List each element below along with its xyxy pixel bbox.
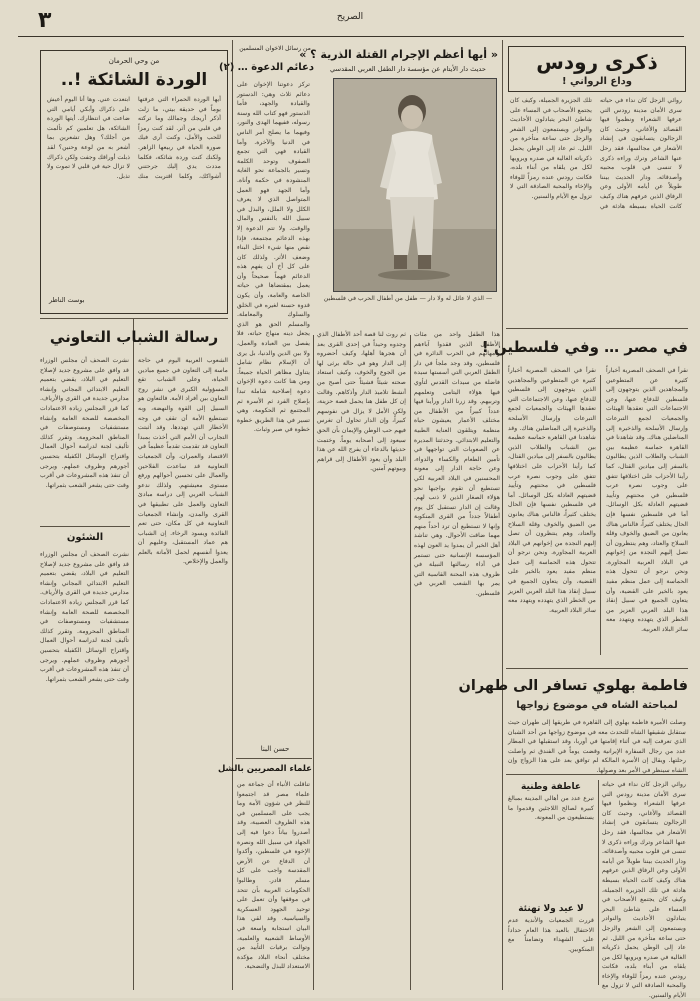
child-photo — [333, 78, 497, 292]
la-eid-title: لا عيد ولا تهنئة — [518, 904, 584, 914]
section-rule — [40, 318, 228, 319]
shuun-title: الشئون — [66, 532, 104, 543]
warda-kicker: من وحي الحرمان — [108, 57, 160, 65]
column-rule — [133, 318, 134, 990]
ikhwan-body: تركز دعوتنا الإخوان على دعائم ثلاث وهي: الدستور والقيادة والجهد، فأما الدستور فهو كتاب الله وسنة رسوله، ففيهما الهدى والنور، وفيهما ما يصلح أمر الناس في الدنيا والآخرة. وأما القيادة فهي التي تجمع الصفوف وتوحد الكلمة وتسير بالجماعة نحو الغاية المنشودة في حكمة وأناة. وأما الجهد فهو العمل المتواصل الذي لا يعرف الكلل ولا الملل، والبذل في سبيل الله بالنفس والمال والوقت. ولا تتم الدعوة إلا بهذه الدعائم مجتمعة، فإذا نقص منها شيء اختل البناء وضعف الأثر. ولذلك كان على كل أخ أن يفهم هذه الدعائم فهماً صحيحاً وأن يعمل بمقتضاها في حياته الخاصة والعامة، وأن يكون قدوة حسنة لغيره في الخلق والسلوك والمعاملة. والمسلم الحق هو الذي يجعل دينه منهاج حياته، فلا يفصل بين العبادة والعمل، ولا بين الدين والدنيا، بل يرى أن الإسلام نظام شامل يتناول مظاهر الحياة جميعاً. ومن هنا كانت دعوة الإخوان دعوة إصلاحية شاملة تبدأ بإصلاح الفرد ثم الأسرة ثم المجتمع ثم الحكومة، وهي تسير في هذا الطريق خطوة خطوة في صبر وثبات. — [237, 81, 310, 434]
page-number: ٣ — [38, 8, 52, 33]
column-rule — [410, 335, 411, 990]
wataniya-title: عاطفة وطنية — [521, 782, 581, 792]
fatima-title: فاطمة بهلوي تسافر الى طهران — [458, 678, 688, 694]
quds-body-cont: ثم روت لنا قصة أحد الأطفال الذي وجدوه وحيداً في إحدى القرى بعد أن هجرها أهلها، وكيف أحضروه إلى الدار وهو في حالة يرثى لها من الجوع والخوف، وكيف استعاد صحته شيئاً فشيئاً حتى أصبح من أنشط تلاميذ الدار وأذكاهم. وقالت إن كل طفل هنا يحمل قصة حزينة، ولكن الأمل لا يزال في نفوسهم كبيراً، وإن الدار تحاول أن تغرس فيهم حب الوطن والإيمان بأن الحق سيعود إلى أصحابه يوماً. وختمت حديثها بالدعاء أن يفرج الله عن هذا البلد وأن يعود الأطفال إلى قراهم وبيوتهم آمنين. — [317, 331, 406, 473]
section-rule — [40, 526, 130, 527]
shuun-body: نشرت الصحف أن مجلس الوزراء قد وافق على مشروع جديد لإصلاح التعليم في البلاد، يقضي بتعميم التعليم الابتدائي المجاني وإنشاء مدارس جديدة في القرى والأرياف. كما قرر المجلس زيادة الاعتمادات المخصصة للصحة العامة وإنشاء مستشفيات ومستوصفات في المناطق المحرومة. وتقرر كذلك تأليف لجنة لدراسة أحوال العمال واقتراح الوسائل الكفيلة بتحسين أجورهم وظروف عملهم. ويرجى أن تنفذ هذه المشروعات في أقرب وقت حتى يشعر الشعب بثمراتها. — [40, 551, 129, 683]
ikhwan-author: حسن البنا — [260, 745, 290, 753]
risala-title: رسالة الشباب التعاوني — [49, 328, 219, 346]
section-rule — [506, 774, 688, 775]
warda-author: بوست الناظر — [49, 296, 85, 304]
zikra-subtitle: وداع الرواني ! — [561, 76, 633, 87]
fatima-box-left — [508, 780, 594, 985]
risala-body-cont: نشرت الصحف أن مجلس الوزراء قد وافق على مشروع جديد لإصلاح التعليم في البلاد، يقضي بتعميم التعليم الابتدائي المجاني وإنشاء مدارس جديدة في القرى والأرياف. كما قرر المجلس زيادة الاعتمادات المخصصة للصحة العامة وإنشاء مستشفيات ومستوصفات في المناطق المحرومة. وتقرر كذلك تأليف لجنة لدراسة أحوال العمال واقتراح الوسائل الكفيلة بتحسين أجورهم وظروف عملهم. ويرجى أن تنفذ هذه المشروعات في أقرب وقت حتى يشعر الشعب بثمراتها. — [40, 357, 129, 489]
ikhwan-title: دعائم الدعوة … (٢) — [219, 62, 314, 73]
ulama-body: تناقلت الأنباء أن جماعة من علماء مصر قد اجتمعوا للنظر في شؤون الأمة وما يجب على المسلمين في هذه الظروف العصيبة، وقد أصدروا بياناً دعوا فيه إلى الجهاد في سبيل الله ونصرة الإخوة في فلسطين، وأكدوا أن الدفاع عن الأرض المقدسة واجب على كل مسلم قادر. وطالبوا الحكومات العربية بأن تتحد في موقفها وأن تعمل على توحيد الجهود العسكرية والسياسية. وقد لقي هذا البيان استجابة واسعة في الأوساط الشعبية والعلمية، وتوالت برقيات التأييد من مختلف أنحاء البلاد مؤكدة الاستعداد للبذل والتضحية. — [237, 781, 310, 971]
column-rule — [600, 375, 601, 655]
section-rule — [506, 668, 688, 669]
paper-name: الصريح — [336, 12, 364, 22]
masthead-rule — [18, 36, 684, 37]
warda-body: أيها الوردة الحمراء التي عرفتها يوماً في حديقة بيتي، ما زلت أذكر أريجك وجمالك وما تركته في قلبي من أثر. لقد كنت رمزاً للحب والأمل، وكنت أرى فيك صورة الحياة في ربيعها الزاهر. ولكنك كنت وردة شائكة، فكلما مددت يدي إليك جرحتني أشواكك، وكلما اقتربت منك ابتعدت عني. وها أنا اليوم أعيش على ذكراك وأبكي أيامي التي ضاعت في انتظارك. أيتها الوردة الشائكة، هل تعلمين كم تألمت من أجلك؟ وهل تشعرين بما أشعر به من لوعة وحنين؟ لقد ذبلت أوراقك وجفت ولكن ذكراك لا تزال حية في قلبي لا تموت ولا تذبل. — [46, 96, 221, 180]
child-figure — [334, 79, 496, 291]
la-eid-body: قررت الجمعيات والأندية عدم الاحتفال بالعيد هذا العام حداداً على الشهداء وتضامناً مع المنكوبين. — [508, 917, 594, 953]
column-rule — [598, 780, 599, 985]
misr-body: نقرأ في الصحف المصرية أخباراً كثيرة عن المتطوعين والمجاهدين الذين يتوجهون إلى فلسطين للدفاع عنها، وعن الاجتماعات التي تعقدها الهيئات والجمعيات لجمع التبرعات وإرسال الأسلحة والذخيرة إلى المناضلين هناك. وقد شاهدنا في القاهرة حماسة عظيمة بين الشباب والطلاب الذين يطالبون بالسفر إلى ميادين القتال، كما رأينا الأحزاب على اختلافها تتفق على وجوب نصرة عرب فلسطين في محنتهم وتأييد قضيتهم العادلة بكل الوسائل. أما في فلسطين نفسها فإن الحال يختلف كثيراً، فالناس هناك يعانون من الضيق والخوف وقلة السلاح والعتاد، وهم ينتظرون أن تصل إليهم النجدة من إخوانهم في البلاد العربية المجاورة. ونحن نرجو أن تتحول هذه الحماسة إلى عمل منظم مفيد يعود بالخير على القضية، وأن يتعاون الجميع في سبيل إنقاذ هذا البلد العربي العزيز من الخطر الذي يتهدده ويتهدد معه سائر البلاد العربية. — [606, 367, 688, 634]
photo-caption: — الذي لا عائل له ولا دار — طفل من أطفال الحرب في فلسطين — [323, 295, 493, 302]
zikra-title-box — [508, 46, 686, 92]
risala-body: الشعوب العربية اليوم في حاجة ماسة إلى التعاون في جميع ميادين الحياة، وعلى الشباب تقع المسؤولية الكبرى في نشر روح التعاون بين أفراد الأمة. فالتعاون هو السبيل إلى القوة والنهضة، وبه تستطيع الأمة أن تقف في وجه الأخطار التي تهددها. وقد أثبتت التجارب أن الأمم التي أخذت بمبدأ التعاون قد تقدمت تقدماً عظيماً في الاقتصاد والعمران، وأن الجمعيات التعاونية قد ساعدت الفلاحين والعمال على تحسين أحوالهم ورفع مستوى معيشتهم. ولذلك ندعو الشباب العربي إلى دراسة مبادئ التعاون والعمل على تطبيقها في القرى والمدن، وإنشاء الجمعيات التعاونية في كل مكان، حتى تعم الفائدة ويسود الرخاء. إن الشباب هم عماد المستقبل، وعليهم أن يعدوا أنفسهم لحمل الأمانة بالعلم والعمل والإخلاص. — [138, 357, 228, 566]
fatima-body: وصلت الأميرة فاطمة بهلوي إلى القاهرة في طريقها إلى طهران حيث ستقابل شقيقها الشاه للتحدث معه في موضوع زواجها من أحد الشبان الذي تعرفت إليه في أثناء إقامتها في أوربا، وقد استقبلها في المطار عدد من رجال السفارة الإيرانية وقضت يوماً في الفندق ثم واصلت رحلتها. ويقال إن الأسرة المالكة لم توافق بعد على هذا الزواج وإن الشاه سينظر في الأمر بعد وصولها. — [508, 719, 686, 774]
fatima-subtitle: لمباحثة الشاه في موضوع زواجها — [516, 700, 678, 711]
quds-body: هذا الطفل واحد من مئات الأطفال الذين فقدوا آباءهم وأمهاتهم في الحرب الدائرة في فلسطين، وقد وجد ملجأ في دار الطفل العربي التي أسستها سيدة فاضلة من سيدات القدس لتأوي فيها هؤلاء اليتامى وتعلمهم وتربيهم. وقد زرنا الدار ورأينا فيها عدداً كبيراً من الأطفال من مختلف الأعمار يعيشون حياة منظمة ويتلقون العناية الطبية والتعليم الابتدائي. وحدثتنا المديرة عن الصعوبات التي تواجهها في تأمين الطعام والكساء والدواء، وعن حاجة الدار إلى معونة المحسنين في البلاد العربية لكي تستطيع أن تقوم بواجبها نحو هؤلاء الصغار الذين لا ذنب لهم. وقالت إن الدار تستقبل كل يوم أطفالاً جدداً من القرى المنكوبة وإنها لا تستطيع أن ترد أحداً منهم مهما ضاقت الأحوال. وهي تناشد أهل الخير أن يمدوا يد العون لهذه المؤسسة الإنسانية حتى تستمر في أداء رسالتها النبيلة في ظروف هذه المحنة القاسية التي يمر بها الشعب العربي في فلسطين. — [414, 331, 500, 598]
section-rule — [236, 758, 312, 759]
ikhwan-kicker: من رسائل الاخوان المسلمين — [239, 45, 311, 52]
column-rule — [502, 40, 503, 990]
misr-title: في مصر … وفي فلسطين ! — [481, 338, 688, 356]
warda-box — [40, 50, 228, 314]
quds-title: « أيها أعظم الإجرام القتلة الذرية ؟ » — [299, 48, 498, 61]
column-rule — [313, 335, 314, 990]
quds-subtitle: حديث دار الأيتام عن مؤسسة دار الطفل العربي المقدسي — [330, 65, 486, 73]
section-rule — [506, 328, 688, 329]
zikra-body: روائي الزجل كان نداء في حياته سرى الأمان مدينة رودس التي عرفها الشعراء ونظموا فيها القصائد والأغاني، وحيث كان الزجالون يتسابقون في إنشاد الأشعار في مجالسها، فقد رحل عنها الشاعر وترك وراءه ذكرى لا تنسى في قلوب محبيه وأصدقائه. ودار الحديث بيننا طويلاً عن أيامه الأولى وعن الرفاق الذين عرفهم هناك وكيف كانت الحياة بسيطة هادئة في تلك الجزيرة الجميلة، وكيف كان يجتمع الأصحاب في المساء على شاطئ البحر يتبادلون الأحاديث والنوادر ويستمعون إلى الشعر والزجل حتى ساعة متأخرة من الليل. ثم عاد إلى الوطن يحمل ذكرياته الغالية في صدره ويرويها لكل من يلقاه من أبناء بلده، فكانت رودس عنده رمزاً للوفاء والإخاء والمحبة الصادقة التي لا تزول مع الأيام والسنين. — [510, 97, 682, 210]
zikra-title: ذكرى رودس — [536, 50, 658, 74]
misr-body-cont: نقرأ في الصحف المصرية أخباراً كثيرة عن المتطوعين والمجاهدين الذين يتوجهون إلى فلسطين للدفاع عنها، وعن الاجتماعات التي تعقدها الهيئات والجمعيات لجمع التبرعات وإرسال الأسلحة والذخيرة إلى المناضلين هناك. وقد شاهدنا في القاهرة حماسة عظيمة بين الشباب والطلاب الذين يطالبون بالسفر إلى ميادين القتال، كما رأينا الأحزاب على اختلافها تتفق على وجوب نصرة عرب فلسطين في محنتهم وتأييد قضيتهم العادلة بكل الوسائل. أما في فلسطين نفسها فإن الحال يختلف كثيراً، فالناس هناك يعانون من الضيق والخوف وقلة السلاح والعتاد، وهم ينتظرون أن تصل إليهم النجدة من إخوانهم في البلاد العربية المجاورة. ونحن نرجو أن تتحول هذه الحماسة إلى عمل منظم مفيد يعود بالخير على القضية، وأن يتعاون الجميع في سبيل إنقاذ هذا البلد العربي العزيز من الخطر الذي يتهدده ويتهدد معه سائر البلاد العربية. — [508, 367, 596, 614]
warda-title: الوردة الشائكة !.. — [60, 70, 208, 90]
ulama-title: علماء المصريين بالشل — [217, 764, 312, 774]
wataniya-body: تبرع عدد من أهالي المدينة بمبالغ كبيرة لصالح اللاجئين وقدموا ما يستطيعون من المعونة. — [508, 795, 594, 822]
fatima-body-cont: روائي الزجل كان نداء في حياته سرى الأمان مدينة رودس التي عرفها الشعراء ونظموا فيها القصائد والأغاني، وحيث كان الزجالون يتسابقون في إنشاد الأشعار في مجالسها، فقد رحل عنها الشاعر وترك وراءه ذكرى لا تنسى في قلوب محبيه وأصدقائه. ودار الحديث بيننا طويلاً عن أيامه الأولى وعن الرفاق الذين عرفهم هناك وكيف كانت الحياة بسيطة هادئة في تلك الجزيرة الجميلة، وكيف كان يجتمع الأصحاب في المساء على شاطئ البحر يتبادلون الأحاديث والنوادر ويستمعون إلى الشعر والزجل حتى ساعة متأخرة من الليل. ثم عاد إلى الوطن يحمل ذكرياته الغالية في صدره ويرويها لكل من يلقاه من أبناء بلده، فكانت رودس عنده رمزاً للوفاء والإخاء والمحبة الصادقة التي لا تزول مع الأيام والسنين. — [602, 781, 686, 1000]
column-rule — [232, 40, 233, 990]
